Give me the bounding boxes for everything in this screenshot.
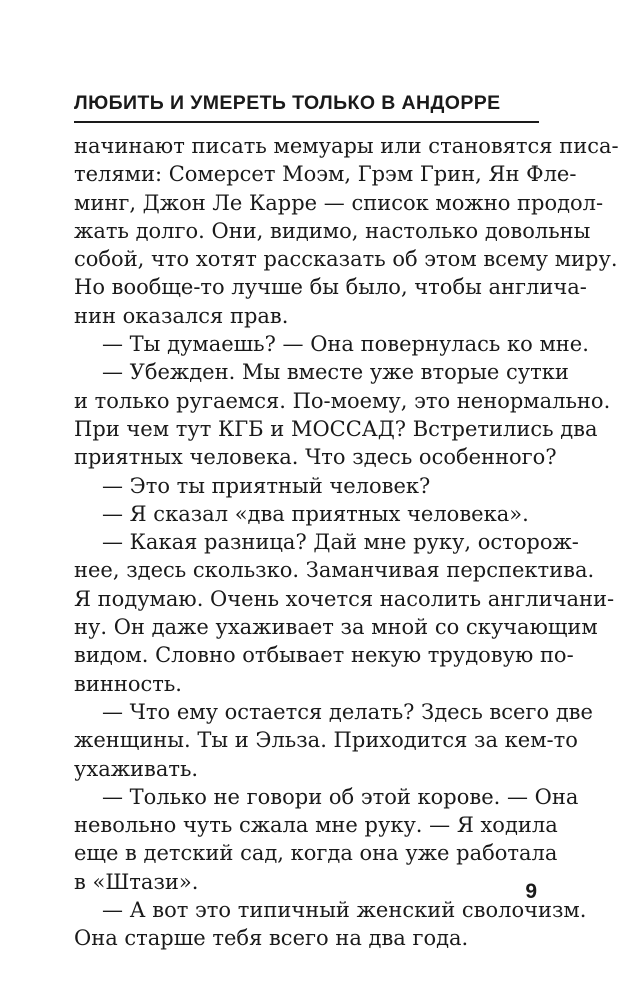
text-line: и только ругаемся. По-моему, это ненормально. (74, 388, 611, 413)
text-line: приятных человека. Что здесь особенного? (74, 445, 557, 470)
text-line: При чем тут КГБ и МОССАД? Встретились два (74, 416, 598, 441)
text-line: — Я сказал «два приятных человека». (102, 501, 529, 526)
page-number: 9 (525, 880, 537, 903)
text-line: — Только не говори об этой корове. — Она (102, 784, 579, 809)
text-line: — А вот это типичный женский сволочизм. (102, 898, 587, 923)
text-line: — Что ему остается делать? Здесь всего две (102, 699, 593, 724)
text-line: невольно чуть сжала мне руку. — Я ходила (74, 813, 558, 838)
header-rule (74, 121, 539, 123)
text-line: еще в детский сад, когда она уже работала (74, 841, 558, 866)
text-line: — Это ты приятный человек? (102, 473, 431, 498)
text-line: женщины. Ты и Эльза. Приходится за кем-то (74, 728, 578, 753)
text-line: собой, что хотят рассказать об этом всему миру. (74, 247, 618, 272)
text-line: нин оказался прав. (74, 303, 289, 328)
text-line: — Какая разница? Дай мне руку, осторож- (102, 530, 579, 555)
text-line: в «Штази». (74, 869, 199, 894)
text-line: минг, Джон Ле Карре — список можно продол- (74, 190, 604, 215)
text-line: телями: Сомерсет Моэм, Грэм Грин, Ян Флe- (74, 162, 577, 187)
text-line: Я подумаю. Очень хочется насолить англичани- (74, 586, 615, 611)
body-text (74, 132, 619, 953)
text-line: видом. Словно отбывает некую трудовую по- (74, 643, 574, 668)
text-line: ну. Он даже ухаживает за мной со скучающим (74, 615, 598, 640)
text-line: Но вообще-то лучше бы было, чтобы англича- (74, 275, 587, 300)
running-header: ЛЮБИТЬ И УМЕРЕТЬ ТОЛЬКО В АНДОРРЕ (74, 92, 501, 114)
text-line: винность. (74, 671, 182, 696)
text-line: ухаживать. (74, 756, 199, 781)
text-line: — Ты думаешь? — Она повернулась ко мне. (102, 332, 589, 357)
text-line: начинают писать мемуары или становятся писа- (74, 134, 619, 158)
text-line: нее, здесь скользко. Заманчивая перспектива. (74, 558, 595, 583)
text-line: — Убежден. Мы вместе уже вторые сутки (102, 360, 569, 385)
text-line: жать долго. Они, видимо, настолько довольны (74, 218, 591, 243)
text-line: Она старше тебя всего на два года. (74, 926, 469, 951)
